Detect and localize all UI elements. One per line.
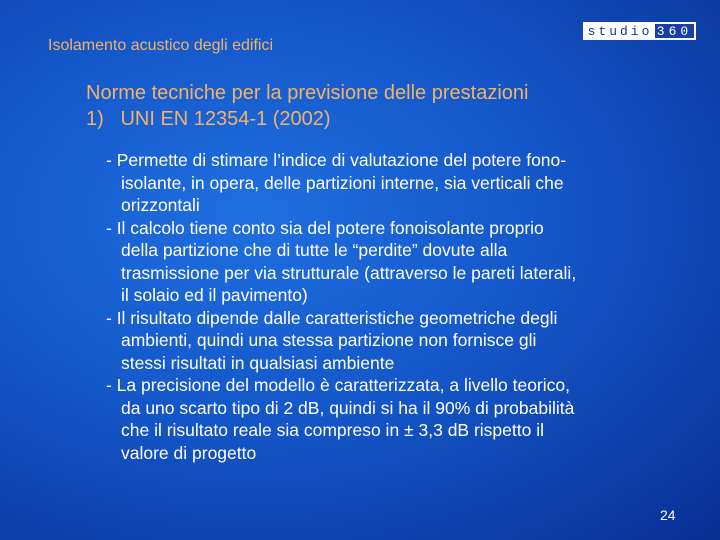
bullet-line: ambienti, quindi una stessa partizione non fornisce gli <box>121 330 537 350</box>
bullet-line: isolante, in opera, delle partizioni interne, sia verticali che <box>121 172 564 193</box>
studio-360-logo <box>583 22 696 40</box>
bullet-line: stessi risultati in qualsiasi ambiente <box>121 352 395 373</box>
bullet-item <box>106 307 696 375</box>
bullet-item <box>106 374 696 464</box>
bullet-line: - Il calcolo tiene conto sia del potere fonoisolante proprio <box>106 217 544 238</box>
bullet-item <box>106 217 696 307</box>
heading-line-1: Norme tecniche per la previsione delle prestazioni <box>86 82 529 104</box>
slide-heading <box>86 80 528 132</box>
header-title: Isolamento acustico degli edifici <box>48 37 274 54</box>
bullet-line: da uno scarto tipo di 2 dB, quindi si ha il 90% di probabilità <box>121 397 575 418</box>
page-number: 24 <box>660 507 676 523</box>
bullet-line: trasmissione per via strutturale (attraverso le pareti laterali, <box>121 262 577 283</box>
bullet-line: - La precisione del modello è caratterizzata, a livello teorico, <box>106 375 570 395</box>
bullet-line: - Permette di stimare l’indice di valutazione del potere fono- <box>106 150 567 170</box>
bullet-line: della partizione che di tutte le “perdite” dovute alla <box>121 240 508 260</box>
bullet-line: valore di progetto <box>121 442 257 463</box>
bullet-item <box>106 149 696 217</box>
bullet-line: orizzontali <box>121 195 200 215</box>
heading-line-2: 1) UNI EN 12354-1 (2002) <box>86 108 331 130</box>
bullet-line: - Il risultato dipende dalle caratteristiche geometriche degli <box>106 307 558 328</box>
bullet-line: il solaio ed il pavimento) <box>121 285 308 305</box>
logo-text-360: 360 <box>656 23 693 39</box>
bullet-line: che il risultato reale sia compreso in ± 3,3 dB rispetto il <box>121 420 544 440</box>
logo-text-studio: studio <box>585 24 655 38</box>
bullet-list <box>106 149 696 464</box>
